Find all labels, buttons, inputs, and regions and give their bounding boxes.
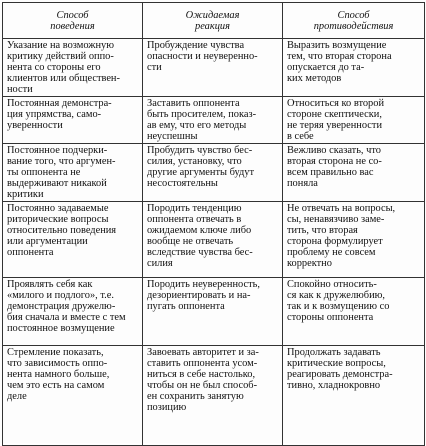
cell-text: Завоевать авторитет и за- ставить оппонента усом- ниться в себе настолько, чтобы он не был способ- ен сохранить занятую позицию [147,347,259,413]
counteraction-cell [283,346,425,446]
reaction-cell [143,202,283,278]
behavior-cell [3,39,143,97]
cell-text: Постоянное подчерки- вание того, что аргумен- ты оппонента не выдерживают никакой критики [7,145,116,200]
cell-text: Стремление показать, что зависимость оппо- нента намного больше, чем это есть на самом деле [7,347,110,402]
behavior-cell [3,202,143,278]
header-text: Способ поведения [50,9,95,32]
counteraction-cell [283,144,425,202]
counteraction-cell [283,39,425,97]
cell-text: Выразить возмущение тем, что вторая сторона опускается до та- ких методов [287,40,392,84]
reaction-cell [143,144,283,202]
cell-text: Постоянная демонстра- ция упрямства, само- уверенности [7,98,112,131]
behavior-cell [3,346,143,446]
cell-text: Вежливо сказать, что вторая сторона не со- всем правильно вас поняла [287,145,382,189]
reaction-cell [143,97,283,144]
cell-text: Указание на возможную критику действий оппо- нента со стороны его клиентов или обществен- ности [7,40,120,95]
behavior-cell [3,144,143,202]
table-row [3,346,425,446]
cell-text: Продолжать задавать критические вопросы, реагировать демонстра- тивно, хладнокровно [287,347,393,391]
header-row [3,3,425,39]
cell-text: Заставить оппонента быть просителем, показ- ав ему, что его методы неуспешны [147,98,257,142]
table-row [3,39,425,97]
cell-text: Породить неуверенность, дезориентировать и на- пугать оппонента [147,279,260,312]
header-reaction [143,3,283,39]
header-text: Способ противодействия [313,9,394,32]
reaction-cell [143,346,283,446]
behavior-cell [3,278,143,346]
counteraction-cell [283,97,425,144]
counteraction-cell [283,278,425,346]
reaction-cell [143,39,283,97]
behavior-cell [3,97,143,144]
table-row [3,202,425,278]
cell-text: Проявлять себя как «милого и подлого», т.е. демонстрация дружелю- бия сначала и вместе с тем постоянное возмущение [7,279,126,334]
behavior-table [2,2,425,446]
cell-text: Постоянно задаваемые риторические вопросы относительно поведения или аргументации оппонента [7,203,117,258]
reaction-cell [143,278,283,346]
table-row [3,144,425,202]
cell-text: Спокойно относить- ся как к дружелюбию, так и к возмущению со стороны оппонента [287,279,390,323]
cell-text: Не отвечать на вопросы, сы, ненавязчиво заме- тить, что вторая сторона формулирует проблему не совсем корректно [287,203,396,269]
table-row [3,97,425,144]
table-row [3,278,425,346]
header-text: Ожидаемая реакция [185,9,240,32]
cell-text: Пробудить чувство бес- силия, установку, что другие аргументы будут несостоятельны [147,145,255,189]
header-counteraction [283,3,425,39]
cell-text: Породить тенденцию оппонента отвечать в ожидаемом ключе либо вообще не отвечать вследствие чувства бес- силия [147,203,253,269]
cell-text: Относиться ко второй стороне скептически, не теряя уверенности в себе [287,98,385,142]
counteraction-cell [283,202,425,278]
header-behavior [3,3,143,39]
cell-text: Пробуждение чувства опасности и неуверенно- сти [147,40,258,73]
